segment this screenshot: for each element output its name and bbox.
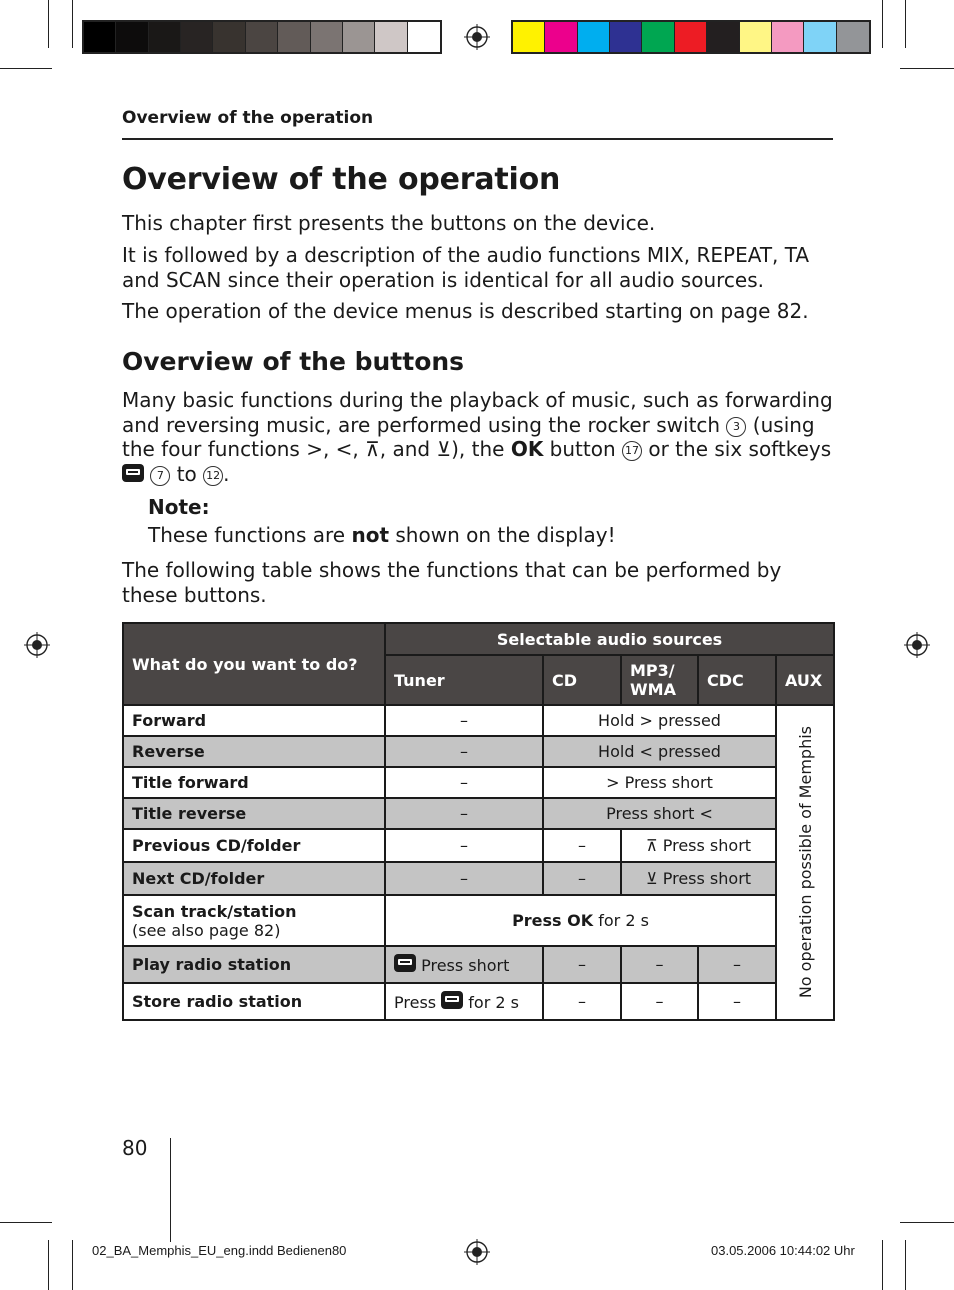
section-title: Overview of the buttons [122, 347, 465, 376]
body-text: (using the four functions >, <, ⊼, and ⊻), the [122, 412, 815, 461]
row-label: Previous CD/folder [123, 829, 385, 862]
ref-number: 17 [622, 441, 642, 461]
crop-mark [48, 1240, 49, 1290]
crop-mark [0, 1222, 52, 1223]
slug-filename: 02_BA_Memphis_EU_eng.indd Bedienen80 [92, 1243, 347, 1258]
color-swatch [149, 22, 181, 52]
ref-number: 3 [726, 417, 746, 437]
color-swatch [578, 22, 610, 52]
crop-mark [905, 1240, 906, 1290]
table-row [123, 736, 834, 767]
color-swatch [375, 22, 407, 52]
table-row [123, 862, 834, 895]
crop-mark [72, 1240, 73, 1290]
row-label: Play radio station [123, 946, 385, 983]
color-swatch [311, 22, 343, 52]
body-text: button [549, 437, 616, 461]
buttons-paragraph [122, 388, 834, 486]
registration-mark-icon [24, 632, 50, 658]
cell: – [621, 983, 698, 1020]
cell: – [543, 983, 621, 1020]
intro-paragraph: The operation of the device menus is described starting on page 82. [122, 299, 809, 323]
cell: – [385, 862, 543, 895]
crop-mark [900, 1222, 954, 1223]
table-row [123, 798, 834, 829]
ok-label: OK [510, 437, 544, 461]
body-text: to [176, 461, 197, 486]
crop-mark [882, 0, 883, 48]
color-swatch [213, 22, 245, 52]
color-swatch [513, 22, 545, 52]
color-swatch [707, 22, 739, 52]
note-title: Note: [148, 495, 210, 519]
cell: Press for 2 s [385, 983, 543, 1020]
grey-scale-bar [82, 20, 442, 54]
row-label: Scan track/station (see also page 82) [123, 895, 385, 946]
cell: Hold < pressed [543, 736, 776, 767]
color-swatch [675, 22, 707, 52]
col-aux: AUX [776, 655, 834, 705]
note-text: These functions are not shown on the display! [148, 523, 616, 547]
crop-mark [0, 68, 52, 69]
color-swatch [343, 22, 375, 52]
cell: Hold > pressed [543, 705, 776, 736]
cell: Press short [385, 946, 543, 983]
row-label: Store radio station [123, 983, 385, 1020]
color-swatch [772, 22, 804, 52]
table-intro: The following table shows the functions that can be performed by these buttons. [122, 558, 782, 607]
cell: – [698, 946, 776, 983]
color-swatch [408, 22, 440, 52]
running-head: Overview of the operation [122, 108, 374, 128]
cell: – [385, 736, 543, 767]
registration-mark-icon [904, 632, 930, 658]
cell: > Press short [543, 767, 776, 798]
color-swatch [610, 22, 642, 52]
row-label: Next CD/folder [123, 862, 385, 895]
ref-number: 12 [203, 466, 223, 486]
header-sources: Selectable audio sources [385, 623, 834, 655]
crop-mark [48, 0, 49, 48]
col-mp3: MP3/ WMA [621, 655, 698, 705]
intro-paragraph: This chapter first presents the buttons on the device. [122, 211, 656, 235]
cell: – [543, 829, 621, 862]
body-text: Many basic functions during the playback of music, such as forwarding and reversing music, are performed using the rocker switch [122, 388, 833, 437]
row-label: Title forward [123, 767, 385, 798]
table-row [123, 946, 834, 983]
aux-note: No operation possible of Memphis [795, 726, 815, 999]
softkey-icon [441, 991, 463, 1009]
softkey-icon [394, 954, 416, 972]
table-row [123, 895, 834, 946]
registration-mark-icon [464, 24, 490, 50]
table-row [123, 829, 834, 862]
slug-timestamp: 03.05.2006 10:44:02 Uhr [711, 1243, 855, 1258]
intro-paragraph: It is followed by a description of the audio functions MIX, REPEAT, TA and SCAN since their operation is identical for all audio sources. [122, 243, 810, 292]
color-swatch [246, 22, 278, 52]
color-swatch [116, 22, 148, 52]
crop-mark [882, 1240, 883, 1290]
row-label: Forward [123, 705, 385, 736]
row-label: Title reverse [123, 798, 385, 829]
cell: Press OK for 2 s [385, 895, 776, 946]
cell: – [543, 946, 621, 983]
cell: ⊻ Press short [621, 862, 776, 895]
crop-mark [72, 0, 73, 48]
aux-note-cell [776, 705, 834, 1020]
header-question: What do you want to do? [123, 623, 385, 705]
color-swatch [181, 22, 213, 52]
registration-mark-icon [464, 1239, 490, 1265]
body-text: . [223, 461, 230, 486]
functions-table [122, 622, 835, 1021]
table-row [123, 767, 834, 798]
crop-mark [900, 68, 954, 69]
color-swatch [545, 22, 577, 52]
color-swatch [740, 22, 772, 52]
header-rule [122, 138, 833, 140]
cell: – [385, 705, 543, 736]
color-swatch [837, 22, 869, 52]
page-title: Overview of the operation [122, 162, 561, 197]
folio-rule [170, 1138, 171, 1242]
col-tuner: Tuner [385, 655, 543, 705]
cell: – [621, 946, 698, 983]
row-label: Reverse [123, 736, 385, 767]
table-row [123, 705, 834, 736]
color-swatch [84, 22, 116, 52]
ref-number: 7 [150, 466, 170, 486]
cell: – [385, 767, 543, 798]
cell: – [385, 798, 543, 829]
cell: – [543, 862, 621, 895]
softkey-icon [122, 464, 144, 482]
body-text: or the six softkeys [648, 437, 832, 461]
cell: ⊼ Press short [621, 829, 776, 862]
color-swatch [278, 22, 310, 52]
color-calibration-bar [511, 20, 871, 54]
col-cd: CD [543, 655, 621, 705]
table-row [123, 983, 834, 1020]
cell: – [698, 983, 776, 1020]
col-cdc: CDC [698, 655, 776, 705]
cell: – [385, 829, 543, 862]
color-swatch [642, 22, 674, 52]
color-swatch [804, 22, 836, 52]
page-number: 80 [122, 1136, 148, 1160]
crop-mark [905, 0, 906, 48]
cell: Press short < [543, 798, 776, 829]
